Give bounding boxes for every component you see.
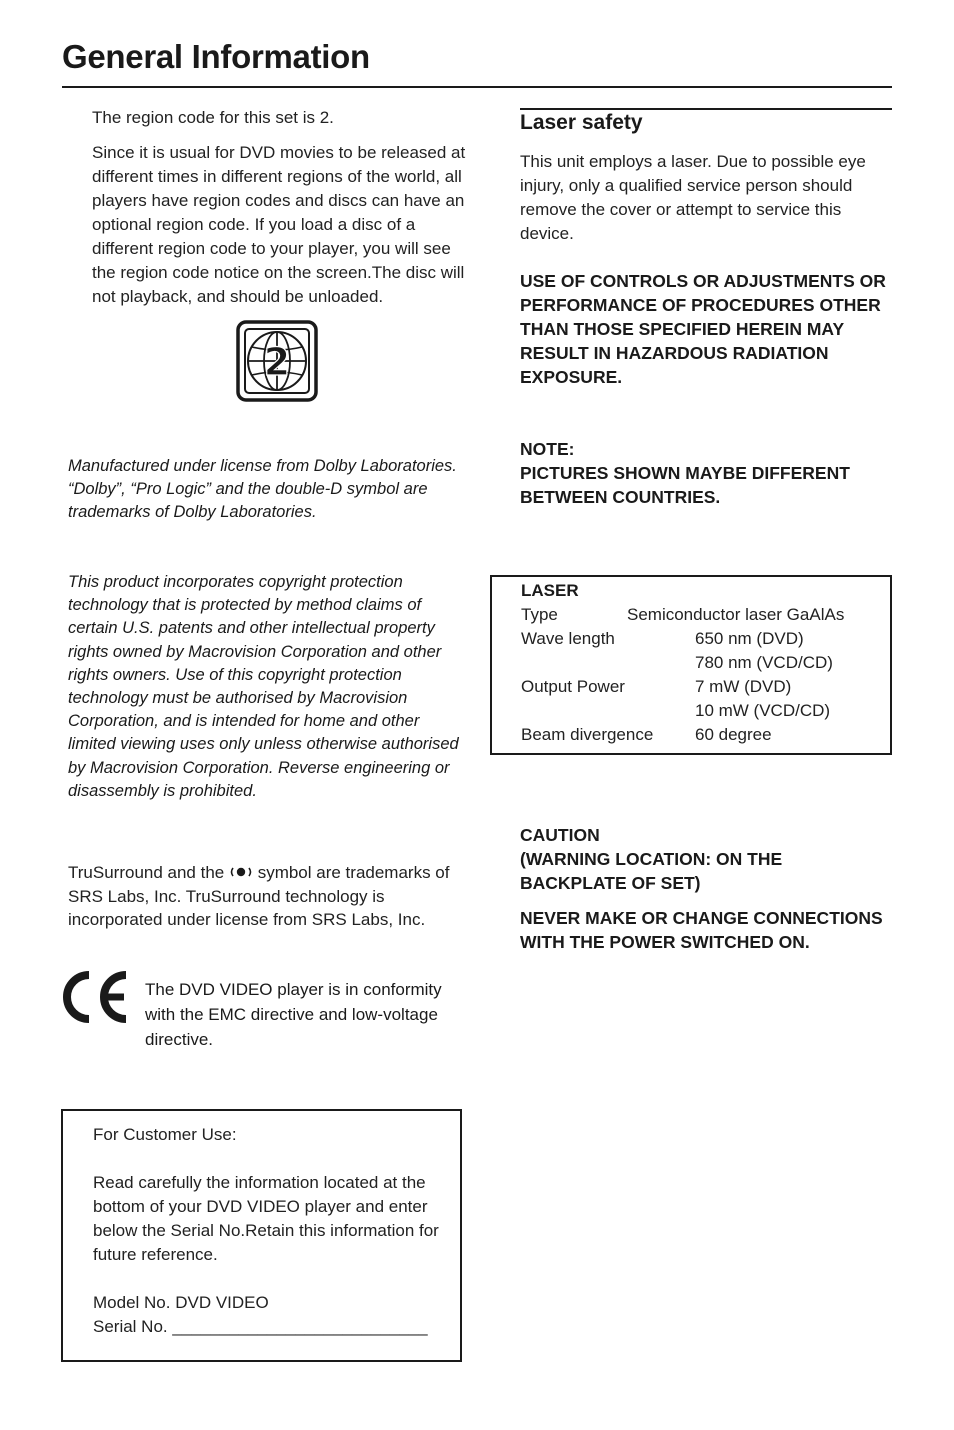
serial-number-line: Serial No. ___________________________ [93,1317,428,1336]
srs-text-before: TruSurround and the [68,863,229,882]
customer-use-heading: For Customer Use: [93,1125,237,1144]
region-code-explanation: Since it is usual for DVD movies to be released at different times in different regions of the world, all players have region codes and discs can have an optional region code. If you load a disc of a different region code to your player, you will see the region code notice on the screen.The disc will not playback, and should be unloaded. [92,143,466,306]
beam-divergence-label: Beam divergence [521,725,654,744]
srs-logo-icon [229,862,253,885]
ce-conformity-text: The DVD VIDEO player is in conformity with the EMC directive and low-voltage directive. [145,980,442,1049]
laser-table-title: LASER [521,581,579,600]
page-title: General Information [62,38,370,75]
wave-length-value-dvd: 650 nm (DVD) [695,629,804,648]
customer-use-instructions: Read carefully the information located at the bottom of your DVD VIDEO player and enter below the Serial No.Retain this information for future reference. [93,1173,439,1264]
output-power-value-dvd: 7 mW (DVD) [695,677,792,696]
macrovision-notice: This product incorporates copyright protection technology that is protected by method claims of certain U.S. patents and other intellectual property rights owned by Macrovision Corporation and other rights owners. Use of this copyright protection technology must be authorised by Macrovision Corporation, and is intended for home and other limited viewing uses only unless otherwise authorised by Macrovision Corporation. Reverse engineering or disassembly is prohibited. [68,573,459,800]
caution-location: (WARNING LOCATION: ON THE BACKPLATE OF SET) [520,849,783,893]
type-value: Semiconductor laser GaAlAs [627,605,845,624]
ce-mark-icon [62,970,130,1024]
radiation-warning: USE OF CONTROLS OR ADJUSTMENTS OR PERFORMANCE OF PROCEDURES OTHER THAN THOSE SPECIFIED HEREIN MAY RESULT IN HAZARDOUS RADIATION EXPOSURE. [520,271,886,387]
title-divider [62,86,892,88]
laser-spec-table [490,575,892,755]
srs-text-after: symbol are trademarks of SRS Labs, Inc. TruSurround technology is incorporated under license from SRS Labs, Inc. [68,863,450,930]
srs-trademark-notice [68,861,463,931]
laser-safety-paragraph: This unit employs a laser. Due to possible eye injury, only a qualified service person should remove the cover or attempt to service this device. [520,152,866,243]
region-code-paragraph: The region code for this set is 2. [92,108,334,127]
region-number: 2 [263,340,291,384]
customer-use-box [61,1109,462,1362]
type-label: Type [521,605,558,624]
wave-length-value-vcd: 780 nm (VCD/CD) [695,653,833,672]
output-power-label: Output Power [521,677,625,696]
output-power-value-vcd: 10 mW (VCD/CD) [695,701,831,720]
note-block [520,437,890,509]
region-2-globe-icon [236,320,318,402]
model-number-line: Model No. DVD VIDEO [93,1293,269,1312]
laser-safety-heading: Laser safety [520,111,643,134]
laser-section-divider [520,108,892,110]
caution-label: CAUTION [520,825,600,845]
dolby-license-notice: Manufactured under license from Dolby Laboratories. “Dolby”, “Pro Logic” and the double-D symbol are trademarks of Dolby Laboratories. [68,457,457,522]
wave-length-label: Wave length [521,629,615,648]
note-label: NOTE: [520,439,575,459]
note-text: PICTURES SHOWN MAYBE DIFFERENT BETWEEN COUNTRIES. [520,463,850,507]
beam-divergence-value: 60 degree [695,725,772,744]
connection-warning: NEVER MAKE OR CHANGE CONNECTIONS WITH THE POWER SWITCHED ON. [520,908,883,952]
caution-block [520,823,890,895]
